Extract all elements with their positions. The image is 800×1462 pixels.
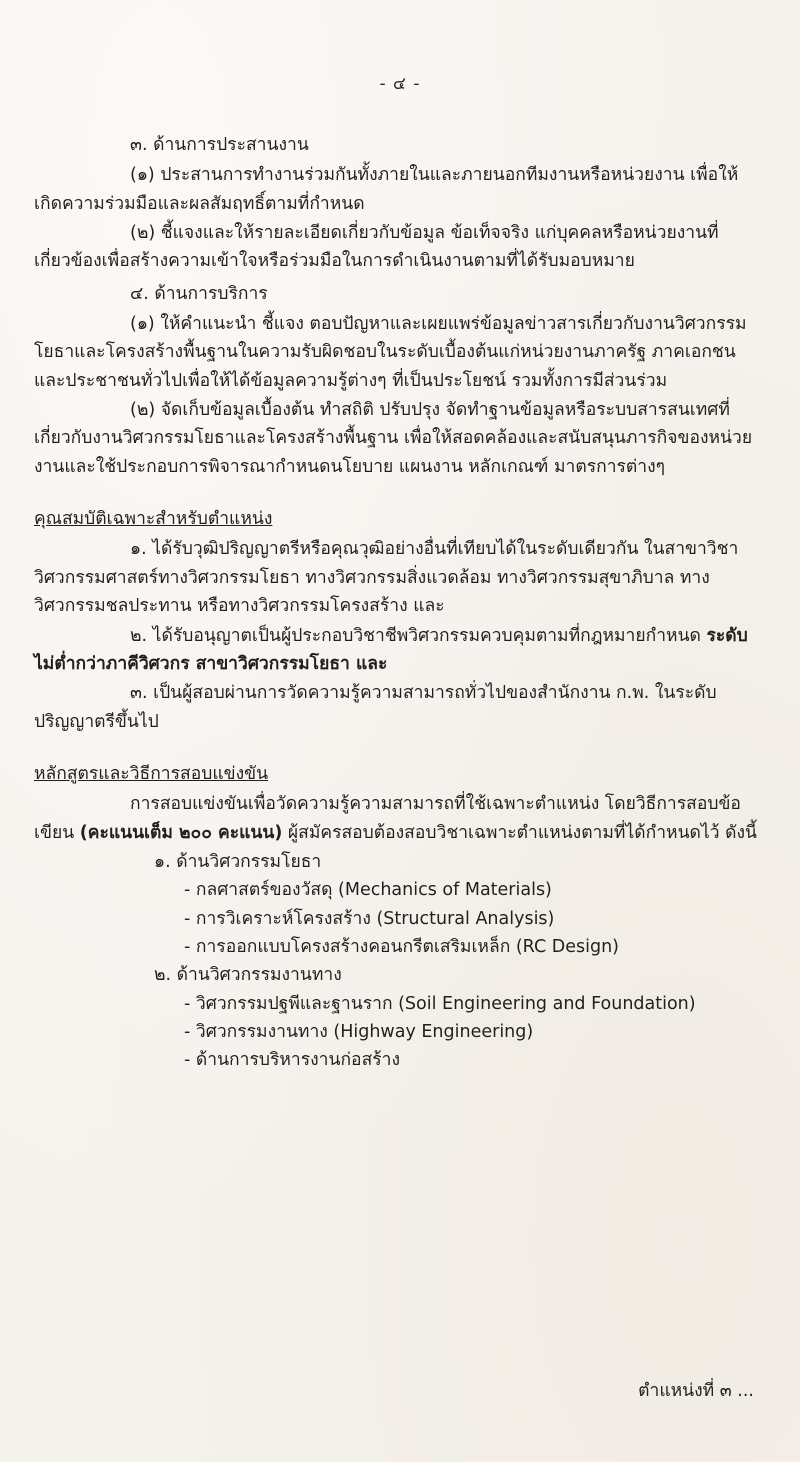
section-coordination-para-1: (๑) ประสานการทำงานร่วมกันทั้งภายในและภายนอกทีมงานหรือหน่วยงาน เพื่อให้เกิดความร่วมมือและผลสัมฤทธิ์ตามที่กำหนด: [34, 165, 739, 214]
exam-group-2-item-2: - วิศวกรรมงานทาง (Highway Engineering): [184, 1021, 534, 1042]
page-number: - ๔ -: [379, 74, 421, 94]
qualification-item-2-emphasis: ระดับไม่ต่ำกว่าภาคีวิศวกร สาขาวิศวกรรมโยธา และ: [34, 625, 748, 674]
qualifications-heading: คุณสมบัติเฉพาะสำหรับตำแหน่ง: [34, 509, 273, 530]
exam-group-2-item-1: - วิศวกรรมปฐพีและฐานราก (Soil Engineering and Foundation): [184, 993, 696, 1014]
exam-group-2-item-3: - ด้านการบริหารงานก่อสร้าง: [184, 1050, 401, 1071]
exam-intro-score: (คะแนนเต็ม ๒๐๐ คะแนน): [79, 822, 283, 843]
section-service-para-2: (๒) จัดเก็บข้อมูลเบื้องต้น ทำสถิติ ปรับปรุง จัดทำฐานข้อมูลหรือระบบสารสนเทศที่เกี่ยวกับงานวิศวกรรมโยธาและโครงสร้างพื้นฐาน เพื่อให้สอดคล้องและสนับสนุนภารกิจของหน่วยงานและใช้ประกอบการพิจารณากำหนดนโยบาย แผนงาน หลักเกณฑ์ มาตรการต่างๆ: [34, 400, 753, 477]
qualification-item-3: ๓. เป็นผู้สอบผ่านการวัดความรู้ความสามารถทั่วไปของสำนักงาน ก.พ. ในระดับปริญญาตรีขึ้นไป: [34, 683, 717, 732]
footer-continuation-note: ตำแหน่งที่ ๓ ...: [638, 1381, 754, 1401]
section-heading-coordination: ๓. ด้านการประสานงาน: [130, 135, 309, 155]
qualification-item-1: ๑. ได้รับวุฒิปริญญาตรีหรือคุณวุฒิอย่างอื่นที่เทียบได้ในระดับเดียวกัน ในสาขาวิชาวิศวกรรมศาสตร์ทางวิศวกรรมโยธา ทางวิศวกรรมสิ่งแวดล้อม ทางวิศวกรรมสุขาภิบาล ทางวิศวกรรมชลประทาน หรือทางวิศวกรรมโครงสร้าง และ: [34, 539, 739, 617]
exam-group-1-item-1: - กลศาสตร์ของวัสดุ (Mechanics of Materials): [184, 880, 552, 901]
section-heading-service: ๔. ด้านการบริการ: [130, 283, 268, 304]
exam-group-1-item-2: - การวิเคราะห์โครงสร้าง (Structural Analysis): [184, 908, 555, 929]
document-body: [34, 131, 766, 1075]
exam-heading: หลักสูตรและวิธีการสอบแข่งขัน: [34, 763, 269, 784]
exam-group-1-item-3: - การออกแบบโครงสร้างคอนกรีตเสริมเหล็ก (RC Design): [184, 936, 619, 957]
qualification-item-2-text: ๒. ได้รับอนุญาตเป็นผู้ประกอบวิชาชีพวิศวกรรมควบคุมตามที่กฎหมายกำหนด: [130, 625, 707, 646]
exam-intro: [34, 790, 766, 847]
section-coordination-para-2: (๒) ชี้แจงและให้รายละเอียดเกี่ยวกับข้อมูล ข้อเท็จจริง แก่บุคคลหรือหน่วยงานที่เกี่ยวข้องเพื่อสร้างความเข้าใจหรือร่วมมือในการดำเนินงานตามที่ได้รับมอบหมาย: [34, 223, 719, 272]
section-service-para-1: (๑) ให้คำแนะนำ ชี้แจง ตอบปัญหาและเผยแพร่ข้อมูลข่าวสารเกี่ยวกับงานวิศวกรรมโยธาและโครงสร้างพื้นฐานในความรับผิดชอบในระดับเบื้องต้นแก่หน่วยงานภาครัฐ ภาคเอกชน และประชาชนทั่วไปเพื่อให้ได้ข้อมูลความรู้ต่างๆ ที่เป็นประโยชน์ รวมทั้งการมีส่วนร่วม: [34, 314, 747, 391]
exam-group-2-label: ๒. ด้านวิศวกรรมงานทาง: [154, 965, 342, 986]
qualification-item-2: [34, 622, 766, 679]
exam-intro-after: ผู้สมัครสอบต้องสอบวิชาเฉพาะตำแหน่งตามที่ได้กำหนดไว้ ดังนี้: [282, 822, 757, 843]
exam-group-1-label: ๑. ด้านวิศวกรรมโยธา: [154, 851, 322, 872]
exam-intro-before: การสอบแข่งขันเพื่อวัดความรู้ความสามารถที่ใช้เฉพาะตำแหน่ง โดยวิธีการสอบข้อเขียน: [34, 794, 741, 843]
